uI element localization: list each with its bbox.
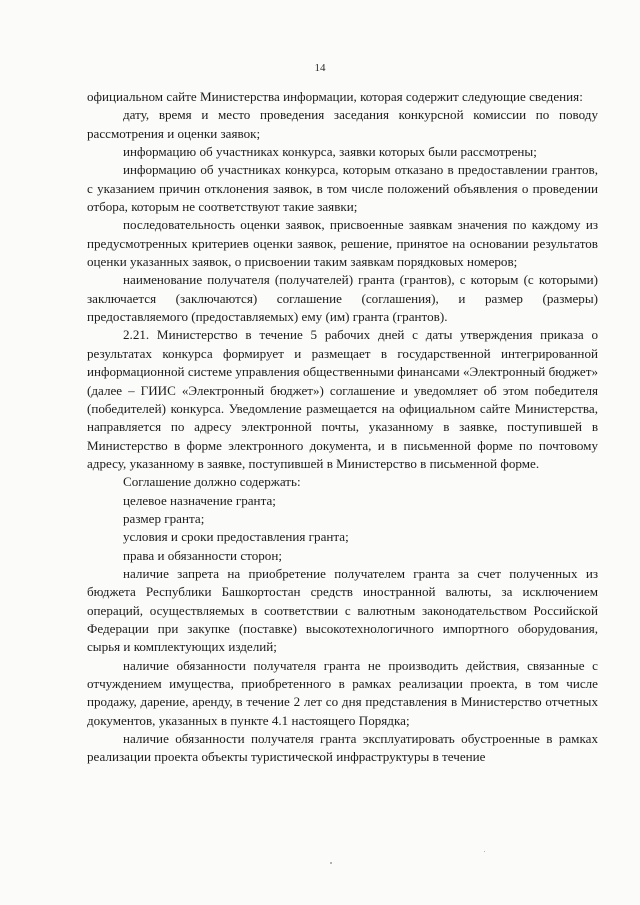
- paragraph: информацию об участниках конкурса, заявки которых были рассмотрены;: [123, 144, 537, 160]
- paragraph: наличие запрета на приобретение получателем гранта за счет полученных из бюджета Республики Башкортостан средств иностранной валюты, за исключением операций, осуществляемых в соответствии с валютным законодательством Российской Федерации при закупке (поставке) высокотехнологичного импортного оборудования, сырья и комплектующих изделий;: [87, 565, 598, 655]
- page-number: 14: [314, 62, 326, 74]
- document-body: [87, 88, 598, 767]
- paragraph: 2.21. Министерство в течение 5 рабочих дней с даты утверждения приказа о результатах конкурса формирует и размещает в государственной интегрированной информационной системе управления общественными финансами «Электронный бюджет» (далее – ГИИС «Электронный бюджет») соглашение и уведомляет об этом победителя (победителей) конкурса. Уведомление размещается на официальном сайте Министерства, направляется по адресу электронной почты, указанному в заявке, поступившей в Министерство в форме электронного документа, и в письменной форме по почтовому адресу, указанному в заявке, поступившей в Министерство в письменной форме.: [87, 327, 598, 471]
- paragraph: целевое назначение гранта;: [123, 492, 276, 508]
- paragraph: наличие обязанности получателя гранта эксплуатировать обустроенные в рамках реализации проекта объекты туристической инфраструктуры в течение: [87, 731, 598, 765]
- paragraph: права и обязанности сторон;: [123, 547, 282, 563]
- paragraph: официальном сайте Министерства информации, которая содержит следующие сведения:: [87, 89, 583, 104]
- paragraph: наименование получателя (получателей) гранта (грантов), с которым (с которыми) заключается (заключаются) соглашение (соглашения), и размер (размеры) предоставляемого (предоставляемых) ему (им) гранта (грантов).: [87, 272, 598, 325]
- paragraph: дату, время и место проведения заседания конкурсной комиссии по поводу рассмотрения и оценки заявок;: [87, 107, 598, 141]
- paragraph: информацию об участниках конкурса, которым отказано в предоставлении грантов, с указанием причин отклонения заявок, в том числе положений объявления о проведении отбора, которым не соответствуют такие заявки;: [87, 162, 598, 215]
- paragraph: последовательность оценки заявок, присвоенные заявкам значения по каждому из предусмотренных критериев оценки заявок, решение, принятое на основании результатов оценки указанных заявок, о присвоении таким заявкам порядковых номеров;: [87, 217, 598, 270]
- paragraph: наличие обязанности получателя гранта не производить действия, связанные с отчуждением имущества, приобретенного в рамках реализации проекта, в том числе продажу, дарение, аренду, в течение 2 лет со дня представления в Министерство отчетных документов, указанных в пункте 4.1 настоящего Порядка;: [87, 657, 598, 728]
- paragraph: Соглашение должно содержать:: [123, 474, 301, 490]
- scan-speck: [484, 851, 485, 852]
- scan-speck: [330, 862, 332, 864]
- paragraph: размер гранта;: [123, 510, 205, 526]
- paragraph: условия и сроки предоставления гранта;: [123, 529, 349, 545]
